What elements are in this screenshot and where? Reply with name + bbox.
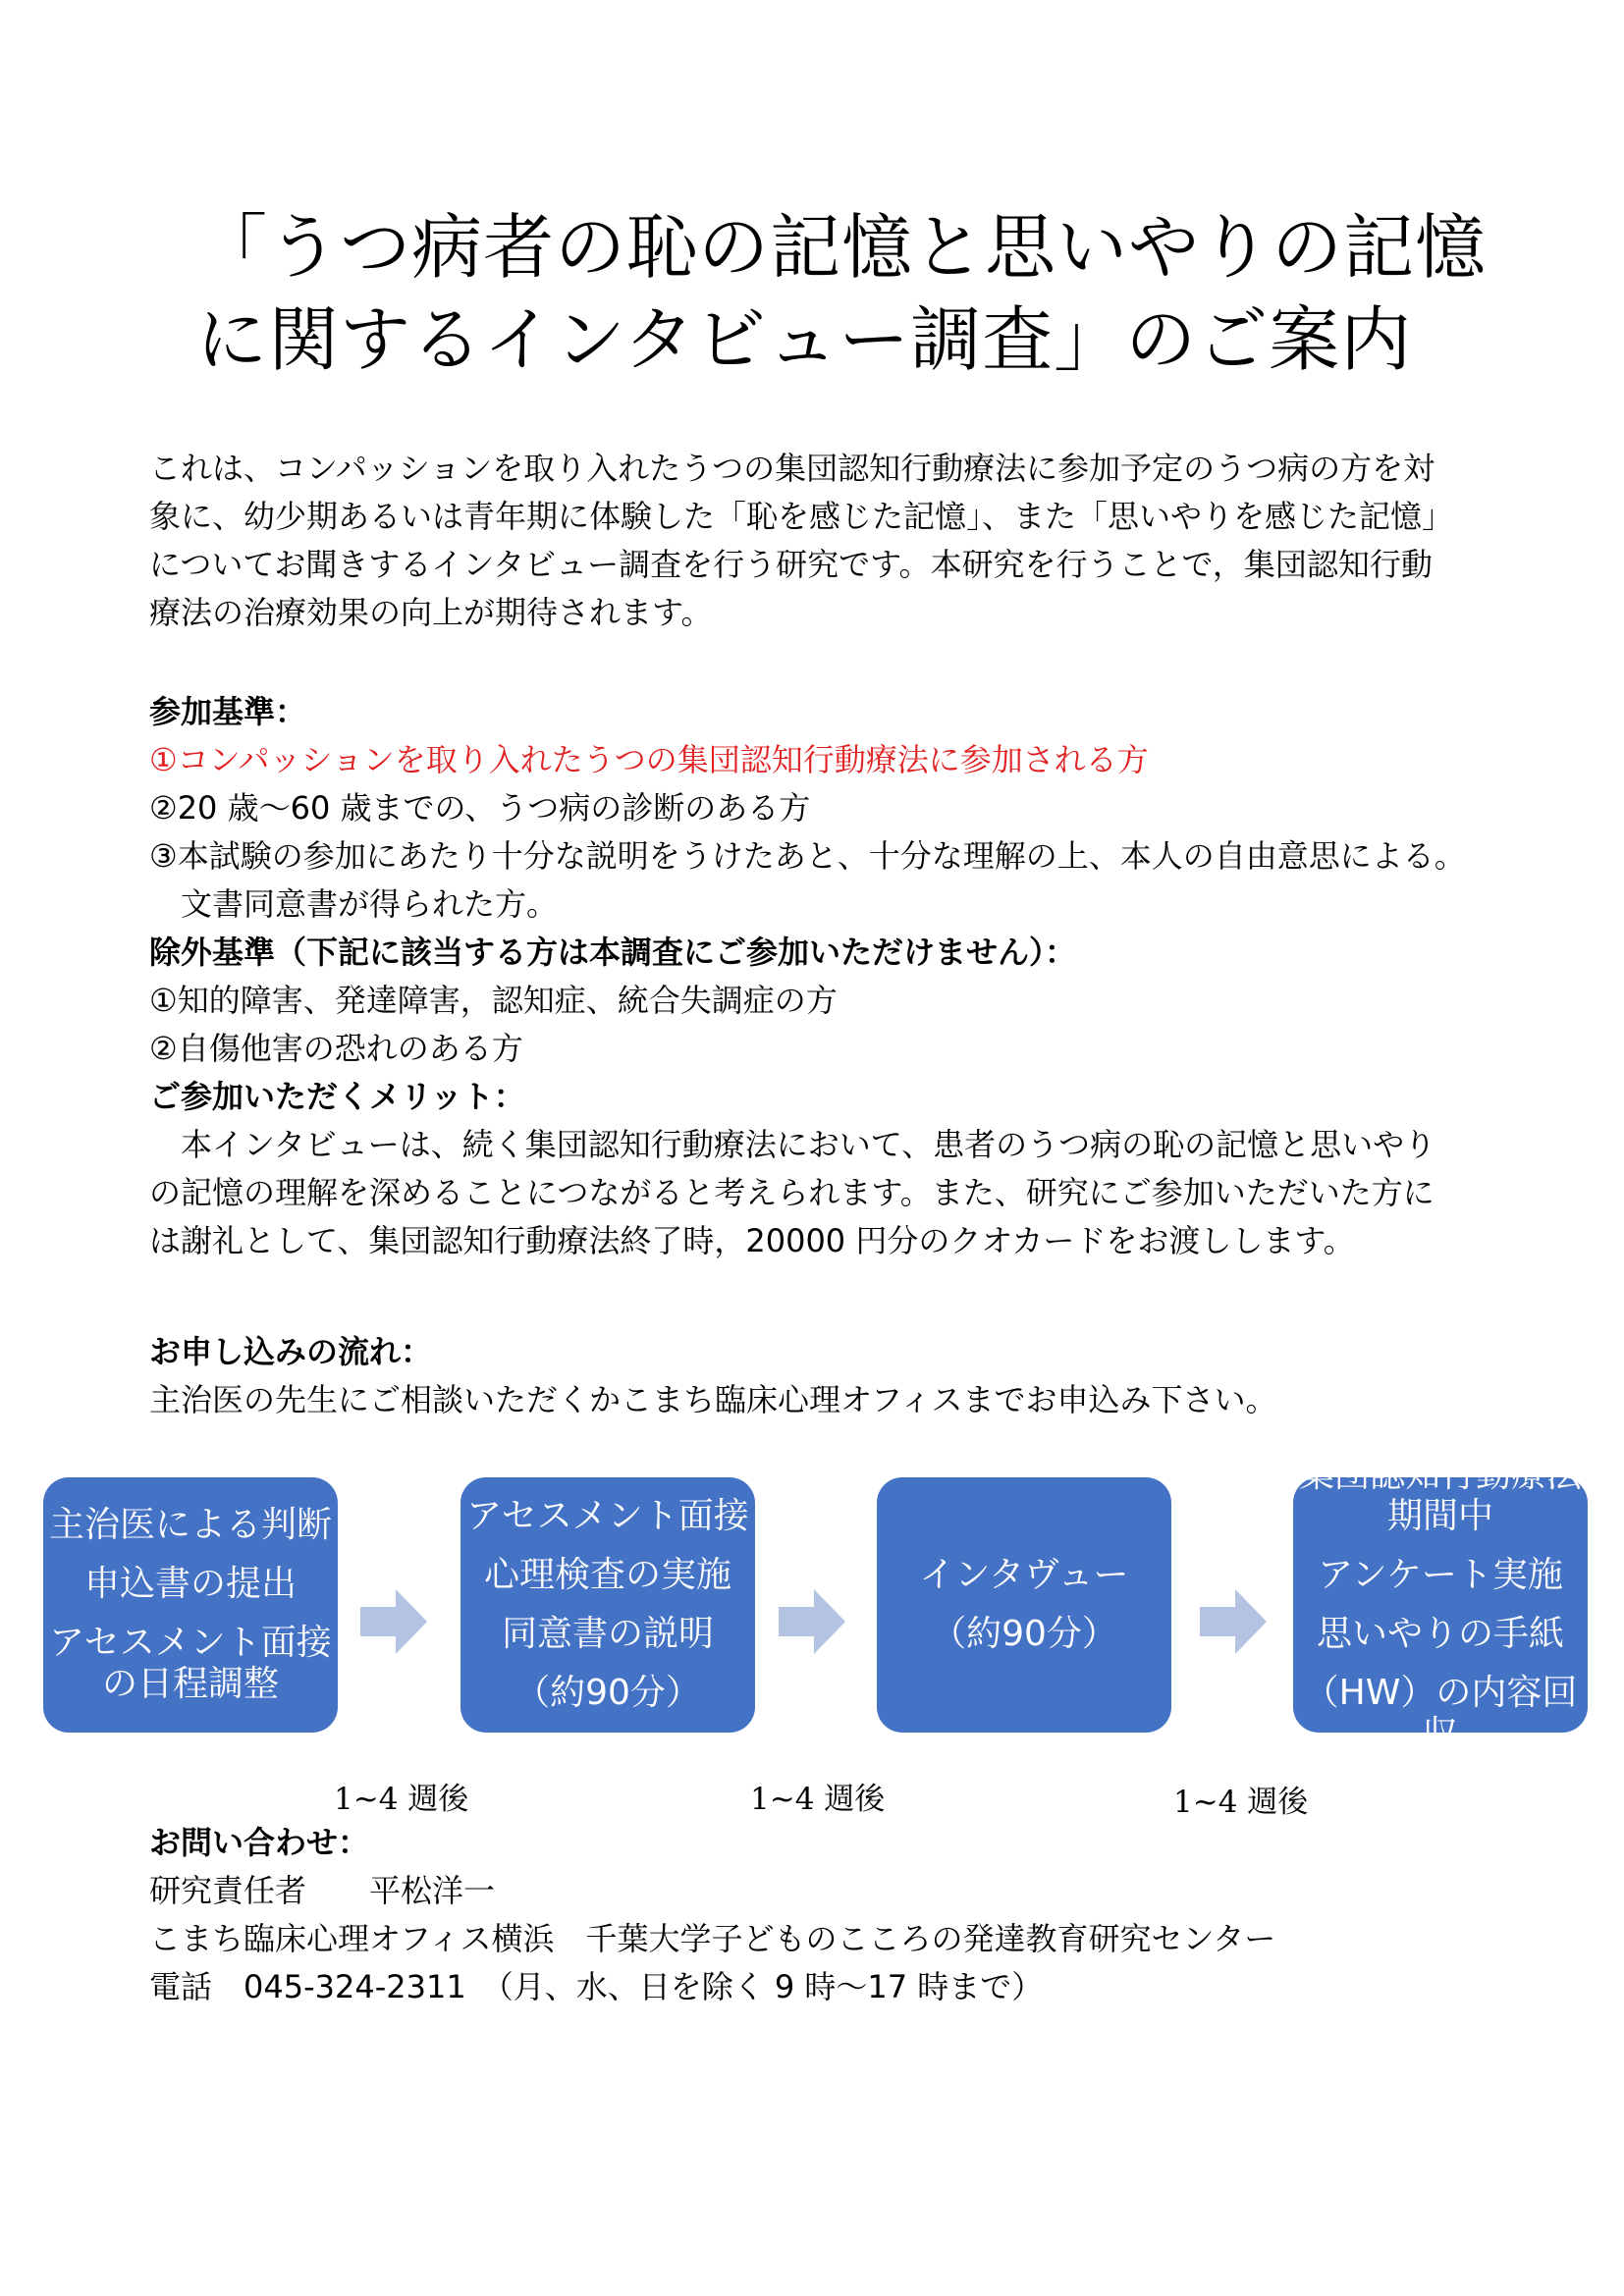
page-title [196,201,1488,386]
flow-step-item: （HW）の内容回収 [1303,1673,1578,1754]
inclusion-item-1: ①コンパッションを取り入れたうつの集団認知行動療法に参加される方 [149,741,1149,778]
title-line-2: に関するインタビュー調査」のご案内 [196,298,1413,381]
arrow-right-icon [360,1587,429,1656]
apply-heading: お申し込みの流れ： [149,1333,433,1370]
flow-step-item: アセスメント面接 [466,1496,749,1536]
merit-line: は謝礼として、集団認知行動療法終了時，20000 円分のクオカードをお渡しします。 [149,1222,1355,1259]
contact-heading: お問い合わせ： [149,1824,370,1861]
merit-line: 本インタビューは、続く集団認知行動療法において、患者のうつ病の恥の記憶と思いやり [181,1126,1436,1163]
contact-phone: 電話 045-324-2311 （月、水、日を除く 9 時～17 時まで） [149,1968,1044,2005]
inclusion-item-3-continued: 文書同意書が得られた方。 [181,885,559,923]
interval-label: 1~4 週後 [1173,1785,1309,1820]
criteria-section [149,688,1494,1265]
flow-step-item: 同意書の説明 [501,1614,714,1654]
flow-step-item: 主治医による判断 [48,1505,332,1545]
flow-step-1 [43,1477,338,1733]
intro-line: 療法の治療効果の向上が期待されます。 [149,594,713,631]
flow-step-item: （約90分） [931,1614,1117,1654]
interval-label: 1~4 週後 [334,1782,469,1817]
flow-step-item: アセスメント面接の日程調整 [49,1623,332,1704]
exclusion-item-2: ②自傷他害の恐れのある方 [149,1030,523,1067]
intro-line: これは、コンパッションを取り入れたうつの集団認知行動療法に参加予定のうつ病の方を対 [149,450,1435,487]
merit-heading: ご参加いただくメリット： [149,1078,525,1115]
intro-line: についてお聞きするインタビュー調査を行う研究です。本研究を行うことで，集団認知行動 [149,546,1433,583]
flow-step-2 [460,1477,755,1733]
intro-paragraph [149,445,1494,637]
interval-label: 1~4 週後 [750,1782,886,1817]
exclusion-item-1: ①知的障害、発達障害，認知症、統合失調症の方 [149,982,838,1019]
flow-step-item: 思いやりの手紙 [1316,1614,1564,1654]
inclusion-heading: 参加基準： [149,693,307,730]
flow-step-item: （約90分） [514,1673,701,1713]
flow-step-item: 申込書の提出 [83,1564,297,1604]
arrow-right-icon [779,1587,847,1656]
arrow-right-icon [1200,1587,1269,1656]
merit-line: の記憶の理解を深めることにつながると考えられます。また、研究にご参加いただいた方に [149,1174,1435,1211]
flow-step-item: インタヴュー [919,1555,1129,1595]
title-line-1: 「うつ病者の恥の記憶と思いやりの記憶 [196,206,1488,289]
contact-section [149,1819,1494,2011]
exclusion-heading: 除外基準（下記に該当する方は本調査にご参加いただけません）： [149,934,1077,971]
flow-step-3 [877,1477,1171,1733]
flow-step-item: 集団認知行動療法期間中 [1298,1455,1582,1536]
intro-line: 象に、幼少期あるいは青年期に体験した「恥を感じた記憶」、また「思いやりを感じた記憶」 [149,498,1454,535]
inclusion-item-2: ②20 歳～60 歳までの、うつ病の診断のある方 [149,789,811,827]
apply-text: 主治医の先生にご相談いただくかこまち臨床心理オフィスまでお申込み下さい。 [149,1381,1277,1418]
flow-step-item: 心理検査の実施 [483,1555,731,1595]
inclusion-item-3: ③本試験の参加にあたり十分な説明をうけたあと、十分な理解の上、本人の自由意思による。 [149,837,1466,875]
flow-step-item: アンケート実施 [1318,1555,1563,1595]
apply-section [149,1328,1494,1424]
contact-office: こまち臨床心理オフィス横浜 千葉大学子どものこころの発達教育研究センター [149,1920,1276,1957]
contact-responsible: 研究責任者 平松洋一 [149,1872,496,1909]
flow-step-4 [1293,1455,1588,1754]
